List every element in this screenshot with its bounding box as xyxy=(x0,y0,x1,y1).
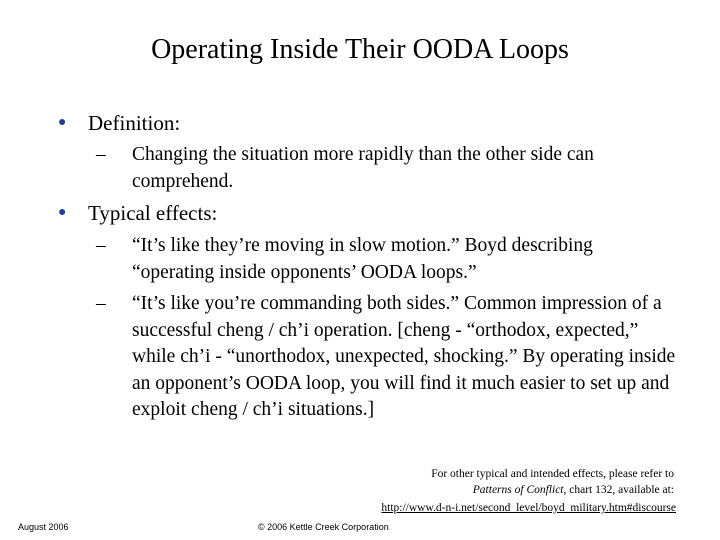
sub-bullet-both-sides xyxy=(96,291,676,424)
sub-bullet-text: “It’s like you’re commanding both sides.” Common impression of a successful cheng / ch’i operation. [cheng - “orthodox, expected,” while ch’i - “unorthodox, unexpected, shocking.” By operating inside an opponent’s OODA loop, you will find it much easier to set up and exploit cheng / ch’i situations.] xyxy=(132,293,676,420)
footer-date: August 2006 xyxy=(18,522,69,532)
reference-link[interactable]: http://www.d-n-i.net/second_level/boyd_military.htm#discourse xyxy=(381,502,676,514)
slide-title: Operating Inside Their OODA Loops xyxy=(151,34,569,65)
sub-bullet-text: “It’s like they’re moving in slow motion.” Boyd describing “operating inside opponents’ OODA loops.” xyxy=(132,235,593,283)
dash-icon: – xyxy=(96,144,106,165)
sub-bullet-slow-motion xyxy=(96,233,676,286)
note-line-1: For other typical and intended effects, please refer to xyxy=(431,468,674,480)
dash-icon: – xyxy=(96,293,106,314)
sub-bullet-text: Changing the situation more rapidly than the other side can comprehend. xyxy=(132,144,594,192)
bullet-dot-icon: ● xyxy=(58,115,67,130)
sub-bullet-definition xyxy=(96,142,676,195)
bullet-dot-icon: ● xyxy=(58,205,67,220)
bullet-label: Definition: xyxy=(88,111,181,135)
note-rest: , chart 132, available at: xyxy=(563,484,674,496)
note-title: Patterns of Conflict xyxy=(472,484,564,496)
reference-note xyxy=(431,466,674,498)
dash-icon: – xyxy=(96,235,106,256)
bullet-label: Typical effects: xyxy=(88,201,218,225)
footer-copyright: © 2006 Kettle Creek Corporation xyxy=(258,522,389,532)
note-line-2 xyxy=(431,482,674,498)
